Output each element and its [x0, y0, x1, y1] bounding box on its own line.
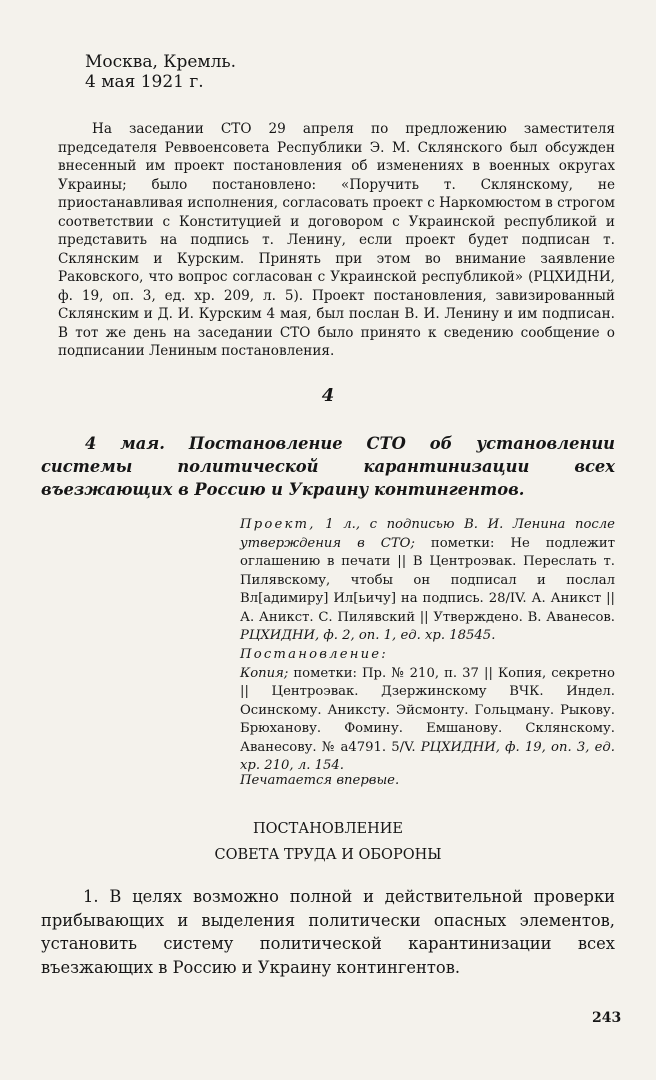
place-city: Москва, Кремль.: [85, 52, 237, 72]
archival-note-archive: РЦХИДНИ, ф. 2, оп. 1, ед. хр. 18545.: [240, 628, 496, 643]
archival-note-archive: РЦХИДНИ, ф. 19, оп. 3, ед. хр. 210, л. 154.: [240, 739, 615, 773]
resolution-title: ПОСТАНОВЛЕНИЕ: [252, 821, 404, 837]
archival-note-italic: Копия;: [240, 665, 289, 681]
document-number: 4: [321, 385, 335, 406]
archival-note-italic: 1 л., с подписью В. И. Ленина после утверждения в СТО;: [240, 517, 615, 551]
resolution-subtitle: СОВЕТА ТРУДА И ОБОРОНЫ: [214, 847, 442, 863]
archival-note-text: пометки: Не подлежит оглашению в печати || В Центроэвак. Переслать т. Пилявскому, чтобы он подписал и послал Вл[адимиру] Ил[ьичу] на подпись. 28/IV. А. Аникст || А. Аникст. С. Пилявский || Утверждено. В. Аванесов.: [240, 535, 615, 625]
archival-note-text: пометки: Пр. № 210, п. 37 || Копия, секретно || Центроэвак. Дзержинскому ВЧК. Индел. Осинскому. Аниксту. Эйсмонту. Гольцману. Рыкову. Брюханову. Фомину. Емшанову. Склянскому. Аванесову. № а4791. 5/V.: [240, 665, 615, 755]
intro-paragraph: На заседании СТО 29 апреля по предложению заместителя председателя Реввоенсовета Республики Э. М. Склянского был обсужден внесенный им проект постановления об изменениях в военных округах Украины; было постановлено: «Поручить т. Склянскому, не приостанавливая исполнения, согласовать проект с Наркомюстом в строгом соответствии с Конституцией и договором с Украинской республикой и представить на подпись т. Ленину, если проект будет подписан т. Склянским и Курским. Принять при этом во внимание заявление Раковского, что вопрос согласован с Украинской республикой» (РЦХИДНИ, ф. 19, оп. 3, ед. хр. 209, л. 5). Проект постановления, завизированный Склянским и Д. И. Курским 4 мая, был послан В. И. Ленину и им подписан. В тот же день на заседании СТО было принято к сведению сообщение о подписании Лениным постановления.: [58, 121, 615, 359]
body-paragraph: 1. В целях возможно полной и действительной проверки прибывающих и выделения политически опасных элементов, установить систему политической карантинизации всех въезжающих в Россию и Украину контингентов.: [41, 887, 615, 977]
place-date: 4 мая 1921 г.: [85, 72, 204, 92]
archival-note-draft: [240, 516, 615, 646]
archival-note-label: Проект,: [240, 517, 316, 532]
place-and-date: [85, 52, 236, 92]
document-heading: 4 мая. Постановление СТО об установлении системы политической карантинизации всех въезжающих в Россию и Украину контингентов.: [41, 434, 615, 499]
archival-note-resolution: [240, 646, 615, 776]
printed-first-note: Печатается впервые.: [240, 773, 400, 788]
page-number: 243: [592, 1010, 622, 1026]
archival-note-label: Постановление:: [240, 647, 388, 662]
